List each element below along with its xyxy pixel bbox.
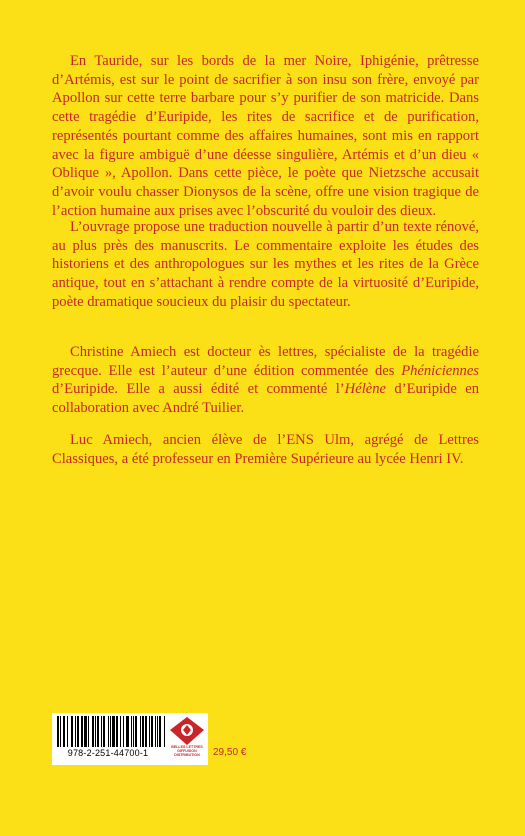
publisher-logo-text: BELLES LETTRES DIFFUSION DISTRIBUTION — [171, 745, 203, 757]
bio-christine-text-start: Christine Amiech est docteur ès lettres, spécialiste de la tragédie grecque. Elle est l’auteur d’une édition commentée des — [52, 344, 479, 379]
summary-paragraph-1: En Tauride, sur les bords de la mer Noire, Iphigénie, prêtresse d’Artémis, est sur le point de sacrifier à son insu son frère, envoyé par Apollon sur cette terre barbare pour s’y purifier de son matricide. Dans cette tragédie d’Euripide, les rites de sacrifice et de purification, représentés pourtant comme des affaires humaines, sont mis en rapport avec la figure ambiguë d’une déesse singulière, Artémis et d’un dieu « Oblique », Apollon. Dans cette pièce, le poète que Nietzsche accusait d’avoir voulu chasser Dionysos de la scène, offre une vision tragique de l’action humaine aux prises avec l’obscurité du vouloir des dieux. — [52, 53, 479, 219]
bio-christine-text-end: d’Euripide en collaboration avec André Tuilier. — [52, 381, 479, 417]
author-bio-christine — [52, 343, 479, 418]
summary-paragraph-2: L’ouvrage propose une traduction nouvelle à partir d’un texte rénové, au plus près des manuscrits. Le commentaire exploite les études des historiens et des anthropologues sur les mythes et les rites de la Grèce antique, tout en s’attachant à rendre compte de la virtuosité d’Euripide, poète dramatique soucieux du plaisir du spectateur. — [52, 219, 479, 310]
barcode-icon — [55, 716, 165, 748]
author-bio-luc: Luc Amiech, ancien élève de l’ENS Ulm, agrégé de Lettres Classiques, a été professeur en Première Supérieure au lycée Henri IV. — [52, 432, 479, 467]
book-title-pheniciennes: Phéniciennes — [401, 362, 479, 379]
price-label: 29,50 € — [213, 747, 247, 758]
book-title-helene: Hélène — [344, 381, 386, 398]
publisher-logo-icon — [168, 716, 206, 746]
publisher-logo — [168, 716, 206, 762]
barcode-panel — [52, 713, 208, 765]
isbn-number: 978-2-251-44700-1 — [67, 748, 149, 758]
bio-christine-text-middle: d’Euripide. Elle a aussi édité et commenté l’ — [52, 381, 345, 398]
